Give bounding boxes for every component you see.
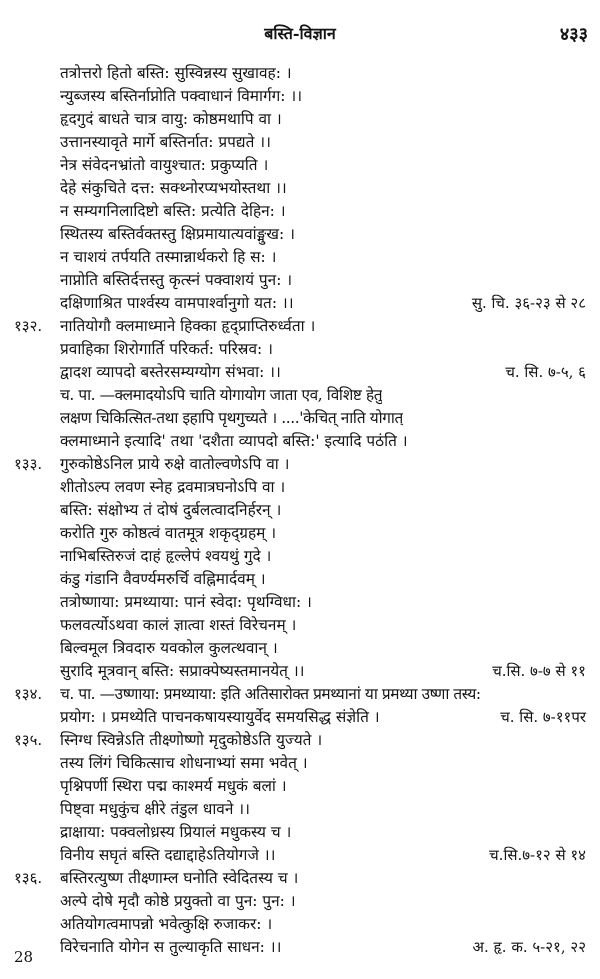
reference-citation: च.सि. ७-७ से ११ bbox=[492, 662, 586, 680]
text-line: नातियोगौ क्लमाध्माने हिक्का हृद्प्राप्तिरुर्ध्वता । bbox=[60, 317, 316, 335]
text-line: नाप्नोति बस्तिर्दत्तस्तु कृत्स्नं पक्वाशयं पुन: । bbox=[60, 271, 293, 289]
text-line: पिष्ट्वा मधुकुंच क्षीरे तंडुल धावने ।। bbox=[60, 800, 250, 818]
text-line: च. पा. —उष्णाया: प्रमथ्याया: इति अतिसारोक्त प्रमथ्यानां या प्रमथ्या उष्णा तस्य: bbox=[60, 685, 481, 703]
text-line: तत्रोत्तरो हितो बस्ति: सुस्विन्नस्य सुखावह: । bbox=[60, 64, 292, 82]
text-line: प्रयोग: । प्रमथ्येति पाचनकषायस्यायुर्वेद समयसिद्ध संज्ञेति । bbox=[60, 708, 380, 726]
page-title: बस्ति-विज्ञान bbox=[264, 24, 336, 43]
verse-number: १३३. bbox=[14, 455, 43, 473]
text-line: न्युब्जस्य बस्तिर्नाप्नोति पक्वाधानं विमार्गग: ।। bbox=[60, 87, 303, 105]
text-line: विनीय सघृतं बस्ति दद्याद्दाहेऽतियोगजे ।। bbox=[60, 846, 276, 864]
verse-number: १३६. bbox=[14, 869, 43, 887]
reference-citation: च. सि. ७-११पर bbox=[500, 708, 586, 726]
text-line: नाभिबस्तिरुजं दाहं हृल्लेपं श्वयथुं गुदे । bbox=[60, 547, 272, 565]
text-line: च. पा. —क्लमादयोऽपि चाति योगायोग जाता एव, विशिष्ट हेतु bbox=[60, 386, 383, 404]
text-line: बस्तिरत्युष्ण तीक्ष्णाम्ल घनोति स्वेदितस्य च । bbox=[60, 869, 299, 887]
text-line: द्वादश व्यापदो बस्तेरसम्यग्योग संभवा: ।। bbox=[60, 363, 281, 381]
text-line: करोति गुरु कोष्ठत्वं वातमूत्र शकृद्ग्रहम् । bbox=[60, 524, 277, 542]
text-line: विरेचनाति योगेन स तुल्याकृति साधन: ।। bbox=[60, 938, 282, 956]
text-line: तस्य लिंगं चिकित्साच शोधनाभ्यां समा भवेत् । bbox=[60, 754, 308, 772]
page-number: ४३३ bbox=[559, 24, 588, 45]
reference-citation: च.सि.७-१२ से १४ bbox=[489, 846, 586, 864]
reference-citation: अ. हृ. क. ५-२१, २२ bbox=[472, 938, 586, 956]
text-line: तत्रोष्णाया: प्रमथ्याया: पानं स्वेदा: पृथग्विधा: । bbox=[60, 593, 312, 611]
text-line: उत्तानस्यावृते मार्गे बस्तिर्नात: प्रपद्यते ।। bbox=[60, 133, 271, 151]
text-line: अतियोगत्वमापन्नो भवेत्कुक्षि रुजाकर: । bbox=[60, 915, 273, 933]
text-line: दक्षिणाश्रित पार्श्वस्य वामपार्श्वानुगो यत: ।। bbox=[60, 294, 294, 312]
text-line: न चाशयं तर्पयति तस्मान्नार्थकरो हि स: । bbox=[60, 248, 277, 266]
text-line: देहे संकुचिते दत्त: सक्थ्नोरप्यभयोस्तथा ।। bbox=[60, 179, 287, 197]
text-line: द्राक्षाया: पक्वलोध्रस्य प्रियालं मधुकस्य च । bbox=[60, 823, 292, 841]
verse-number: १३२. bbox=[14, 317, 43, 335]
text-line: नेत्र संवेदनभ्रांतो वायुश्चात: प्रकुप्यति । bbox=[60, 156, 269, 174]
text-line: स्निग्ध स्विन्नेऽति तीक्ष्णोष्णो मृदुकोष्ठेऽति युज्यते । bbox=[60, 731, 323, 749]
text-line: हृदगुदं बाधते चात्र वायु: कोष्ठमथापि वा । bbox=[60, 110, 282, 128]
text-line: गुरुकोष्ठेऽनिल प्राये रुक्षे वातोल्वणेऽपि वा । bbox=[60, 455, 290, 473]
text-line: पृश्निपर्णी स्थिरा पद्म काश्मर्य मधुकं बलां । bbox=[60, 777, 287, 795]
text-line: कंडु गंडानि वैवर्ण्यमरुर्चि वह्निमार्दवम् । bbox=[60, 570, 266, 588]
text-line: फलवर्त्योऽथवा कालं ज्ञात्वा शस्तं विरेचनम् । bbox=[60, 616, 297, 634]
text-line: अल्पे दोषे मृदौ कोष्ठे प्रयुक्तो वा पुन: पुन: । bbox=[60, 892, 296, 910]
text-line: बिल्वमूल त्रिवदारु यवकोल कुलत्थवान् । bbox=[60, 639, 278, 657]
text-line: प्रवाहिका शिरोगार्ति परिकर्त: परिस्रव: । bbox=[60, 340, 273, 358]
footer-printed-number: 28 bbox=[14, 948, 34, 966]
reference-citation: सु. चि. ३६-२३ से २८ bbox=[471, 294, 586, 312]
verse-number: १३४. bbox=[14, 685, 43, 703]
reference-citation: च. सि. ७-५, ६ bbox=[505, 363, 586, 381]
verse-number: १३५. bbox=[14, 731, 43, 749]
text-line: न सम्यगनिलादिष्टो बस्ति: प्रत्येति देहिन: । bbox=[60, 202, 286, 220]
text-line: स्थितस्य बस्तिर्वक्तस्तु क्षिप्रमायात्यवांङ्मुख: । bbox=[60, 225, 295, 243]
text-line: सुरादि मूत्रवान् बस्ति: सप्राक्पेष्यस्तमानयेत् ।। bbox=[60, 662, 305, 680]
text-line: शीतोऽल्प लवण स्नेह द्रवमात्रघनोऽपि वा । bbox=[60, 478, 286, 496]
text-line: बस्ति: संक्षोभ्य तं दोषं दुर्बलत्वादनिर्हरन् । bbox=[60, 501, 282, 519]
text-line: लक्षण चिकित्सित-तथा इहापि पृथगुच्यते । ....'केचित् नाति योगात् bbox=[60, 409, 403, 427]
text-line: क्लमाध्माने इत्यादि' तथा 'दशैता व्यापदो बस्ति:' इत्यादि पठंति । bbox=[60, 432, 408, 450]
